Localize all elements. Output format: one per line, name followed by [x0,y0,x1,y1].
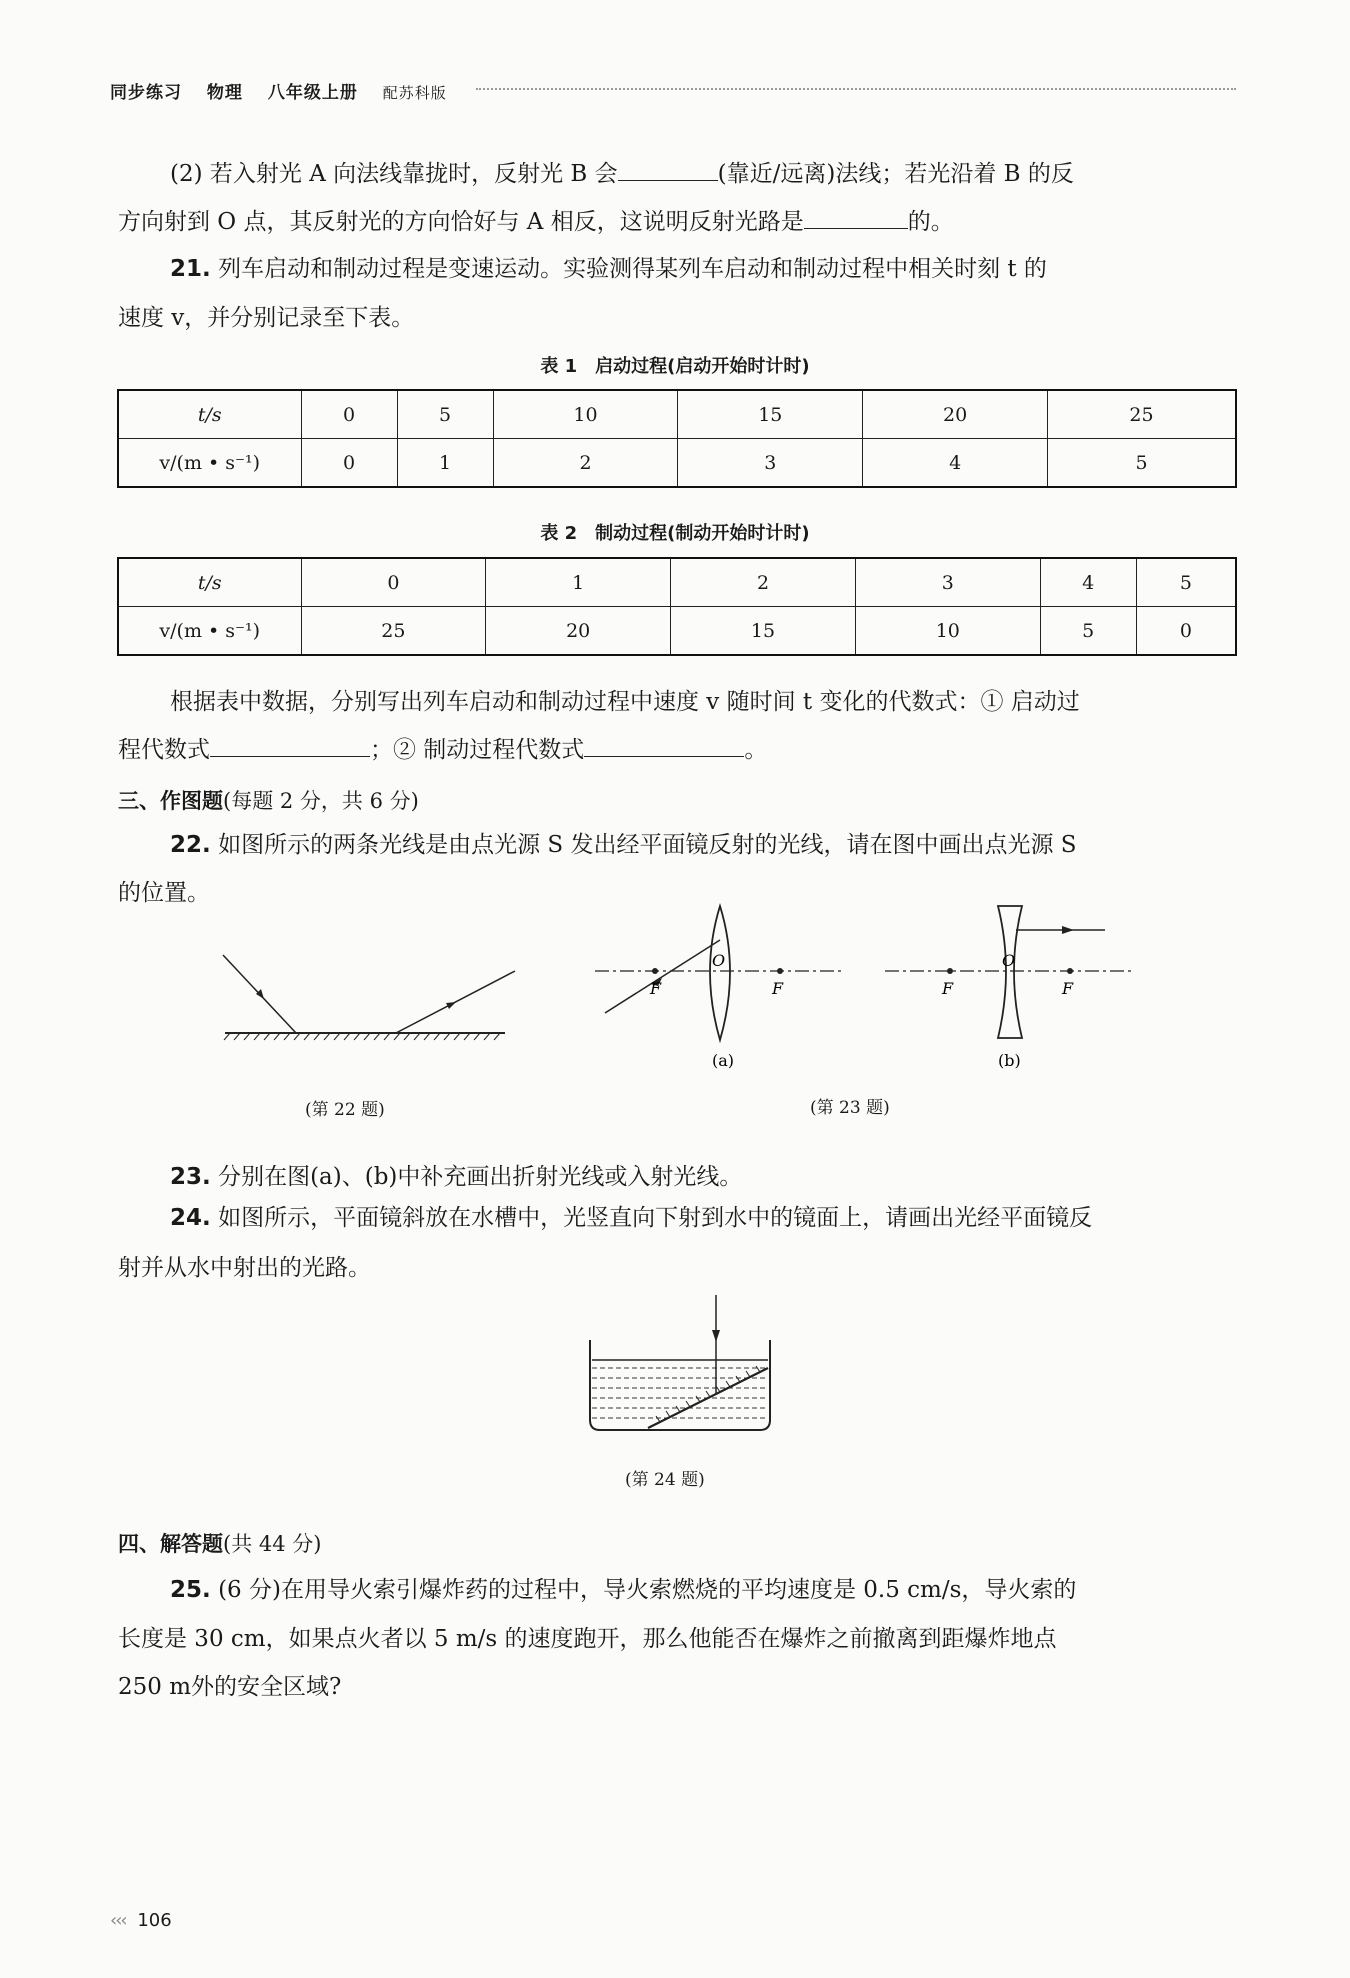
table1-caption: 表 1 启动过程(启动开始时计时) [540,356,810,377]
section3-heading: 三、作图题(每题 2 分，共 6 分) [118,789,419,813]
header-subject: 物理 [206,83,243,103]
optical-center-label: O [1002,951,1016,970]
q22-line2: 的位置。 [118,880,210,906]
figure-24-caption: (第 24 题) [625,1470,705,1490]
figure-24-water-tank [580,1290,780,1440]
q25-line2: 长度是 30 cm，如果点火者以 5 m/s 的速度跑开，那么他能否在爆炸之前撤离到距爆炸地点 [118,1626,1057,1652]
figure-23-caption: (第 23 题) [810,1098,890,1118]
page-number: 106 [137,1910,172,1931]
table2-braking [117,557,1237,656]
table1-startup [117,389,1237,488]
figure-a-label: (a) [712,1051,735,1070]
q21-line2: 速度 v，并分别记录至下表。 [118,305,415,331]
q25-line1: 25. (6 分)在用导火索引爆炸药的过程中，导火索燃烧的平均速度是 0.5 cm/s，导火索的 [170,1577,1077,1603]
section4-heading: 四、解答题(共 44 分) [118,1532,322,1556]
row-label-v: v/(m • s⁻¹) [118,439,301,488]
q20-part2-line2: 方向射到 O 点，其反射光的方向恰好与 A 相反，这说明反射光路是 的。 [118,200,954,244]
q25-line3: 250 m外的安全区域? [118,1674,342,1700]
focus-label-right: F [772,979,784,998]
answer-blank[interactable] [210,732,370,757]
row-label-v: v/(m • s⁻¹) [118,607,301,656]
row-label-t: t/s [118,390,301,439]
chevron-icon: ‹‹‹ [110,1910,126,1931]
optical-center-label: O [712,951,726,970]
figure-b-label: (b) [998,1051,1021,1070]
focus-label-left: F [650,979,662,998]
running-header [110,78,465,103]
answer-blank[interactable] [804,204,908,229]
header-rule [476,88,1236,90]
table-row: t/s 0 5 10 15 20 25 [118,390,1236,439]
q20-part2-line1: (2) 若入射光 A 向法线靠拢时，反射光 B 会 (靠近/远离)法线；若光沿着 B 的反 [170,152,1074,196]
focus-label-right: F [1062,979,1074,998]
header-grade: 八年级上册 [267,83,358,103]
figure-22-mirror [220,945,520,1045]
figure-23b-concave-lens [880,898,1150,1073]
header-edition: 配苏科版 [382,84,447,102]
q22-line1: 22. 如图所示的两条光线是由点光源 S 发出经平面镜反射的光线，请在图中画出点光源 S [170,832,1077,858]
table-row: t/s 0 1 2 3 4 5 [118,558,1236,607]
q21-after-line2: 程代数式 ；② 制动过程代数式 。 [118,728,767,772]
focus-label-left: F [942,979,954,998]
question-number: 21. [170,256,211,282]
figure-22-caption: (第 22 题) [305,1100,385,1120]
q24-line2: 射并从水中射出的光路。 [118,1255,371,1281]
figure-23a-convex-lens [590,898,860,1073]
question-number: 22. [170,832,211,858]
page-footer [110,1910,172,1931]
question-number: 25. [170,1577,211,1603]
q21-after-line1: 根据表中数据，分别写出列车启动和制动过程中速度 v 随时间 t 变化的代数式：① 启动过 [170,689,1080,715]
table-row: v/(m • s⁻¹) 25 20 15 10 5 0 [118,607,1236,656]
table2-caption: 表 2 制动过程(制动开始时计时) [540,523,810,544]
answer-blank[interactable] [618,156,718,181]
header-series: 同步练习 [110,83,182,103]
q24-line1: 24. 如图所示，平面镜斜放在水槽中，光竖直向下射到水中的镜面上，请画出光经平面镜反 [170,1205,1093,1231]
question-number: 24. [170,1205,211,1231]
table-row: v/(m • s⁻¹) 0 1 2 3 4 5 [118,439,1236,488]
row-label-t: t/s [118,558,301,607]
answer-blank[interactable] [584,732,744,757]
q21-line1: 21. 列车启动和制动过程是变速运动。实验测得某列车启动和制动过程中相关时刻 t 的 [170,256,1047,282]
q23-line: 23. 分别在图(a)、(b)中补充画出折射光线或入射光线。 [170,1164,743,1190]
question-number: 23. [170,1164,211,1190]
